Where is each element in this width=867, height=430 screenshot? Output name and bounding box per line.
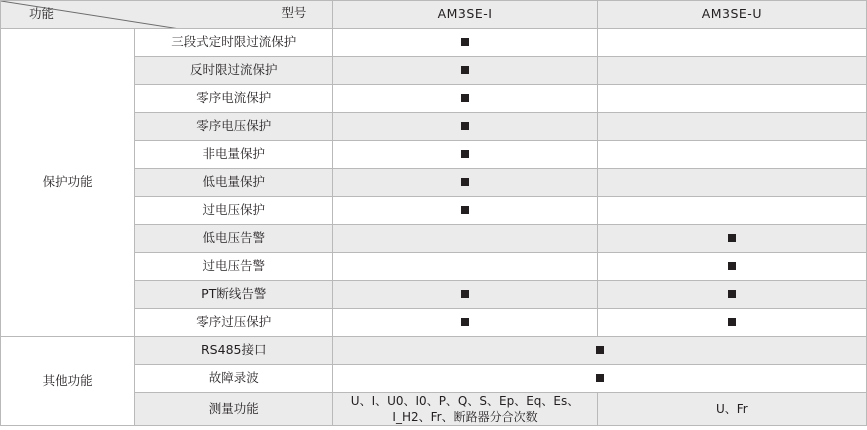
cell-both-models — [333, 365, 867, 393]
cell-am3se-u — [597, 141, 866, 169]
cell-am3se-i — [333, 169, 597, 197]
filled-square-icon — [461, 94, 469, 102]
filled-square-icon — [728, 262, 736, 270]
group-label-other: 其他功能 — [1, 337, 135, 426]
row-label: 零序电压保护 — [135, 113, 333, 141]
row-label: 三段式定时限过流保护 — [135, 29, 333, 57]
cell-am3se-u-measurement: U、Fr — [597, 393, 866, 426]
cell-am3se-u — [597, 197, 866, 225]
filled-square-icon — [461, 122, 469, 130]
row-label: 低电量保护 — [135, 169, 333, 197]
cell-am3se-u — [597, 281, 866, 309]
header-column-am3se-i: AM3SE-I — [333, 1, 597, 29]
filled-square-icon — [461, 318, 469, 326]
cell-am3se-i — [333, 253, 597, 281]
row-label: RS485接口 — [135, 337, 333, 365]
header-function-label: 功能 — [29, 6, 55, 22]
cell-am3se-u — [597, 309, 866, 337]
cell-am3se-i — [333, 309, 597, 337]
row-label: 反时限过流保护 — [135, 57, 333, 85]
cell-am3se-u — [597, 29, 866, 57]
filled-square-icon — [728, 318, 736, 326]
row-label: 零序电流保护 — [135, 85, 333, 113]
cell-am3se-i-measurement — [333, 393, 597, 426]
cell-am3se-i — [333, 225, 597, 253]
row-label: 零序过压保护 — [135, 309, 333, 337]
header-model-label: 型号 — [281, 5, 307, 20]
filled-square-icon — [461, 178, 469, 186]
filled-square-icon — [461, 150, 469, 158]
row-label: 故障录波 — [135, 365, 333, 393]
group-label-protection: 保护功能 — [1, 29, 135, 337]
cell-am3se-u — [597, 113, 866, 141]
row-label-measurement: 测量功能 — [135, 393, 333, 426]
filled-square-icon — [461, 38, 469, 46]
cell-am3se-i — [333, 85, 597, 113]
cell-am3se-i — [333, 57, 597, 85]
cell-am3se-i — [333, 281, 597, 309]
cell-am3se-u — [597, 85, 866, 113]
filled-square-icon — [461, 290, 469, 298]
measurement-line-1: U、I、U0、I0、P、Q、S、Ep、Eq、Es、 — [350, 394, 580, 408]
row-label: 过电压保护 — [135, 197, 333, 225]
table-row — [1, 29, 867, 57]
header-column-am3se-u: AM3SE-U — [597, 1, 866, 29]
filled-square-icon — [728, 290, 736, 298]
cell-both-models — [333, 337, 867, 365]
cell-am3se-i — [333, 141, 597, 169]
row-label: 低电压告警 — [135, 225, 333, 253]
header-corner-cell — [1, 1, 333, 29]
filled-square-icon — [461, 66, 469, 74]
filled-square-icon — [461, 206, 469, 214]
cell-am3se-u — [597, 225, 866, 253]
table-row — [1, 337, 867, 365]
row-label: 非电量保护 — [135, 141, 333, 169]
row-label: PT断线告警 — [135, 281, 333, 309]
measurement-line-2: I_H2、Fr、断路器分合次数 — [392, 410, 538, 425]
cell-am3se-i — [333, 197, 597, 225]
filled-square-icon — [596, 374, 604, 382]
cell-am3se-u — [597, 253, 866, 281]
cell-am3se-u — [597, 169, 866, 197]
filled-square-icon — [728, 234, 736, 242]
table-header-row — [1, 1, 867, 29]
cell-am3se-u — [597, 57, 866, 85]
cell-am3se-i — [333, 29, 597, 57]
filled-square-icon — [596, 346, 604, 354]
row-label: 过电压告警 — [135, 253, 333, 281]
cell-am3se-i — [333, 113, 597, 141]
